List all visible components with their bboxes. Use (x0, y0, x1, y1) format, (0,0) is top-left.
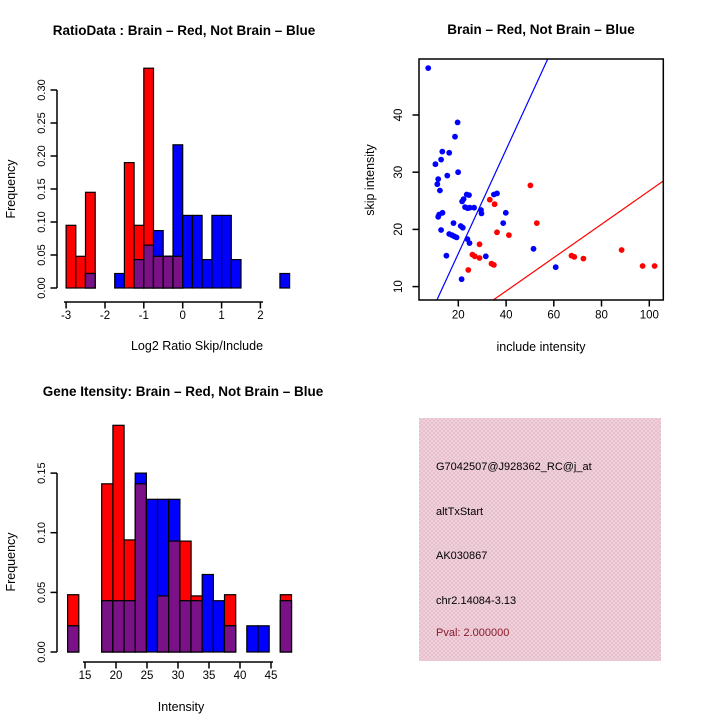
y-tick-label: 0.15 (36, 178, 48, 200)
y-tick-label: 0.05 (36, 244, 48, 266)
scatter-point-blue (460, 225, 466, 231)
y-tick-label: 40 (393, 108, 405, 122)
x-tick-label: 30 (171, 670, 185, 682)
scatter-point-blue (454, 235, 460, 241)
ratio-hist-title: RatioData : Brain – Red, Not Brain – Blue (52, 23, 316, 38)
scatter-point-red (528, 183, 534, 189)
scatter-point-blue (425, 65, 431, 71)
hist-bar-blue (146, 499, 157, 652)
x-tick-label: -1 (138, 310, 149, 322)
red-diagonal-line (493, 181, 664, 300)
hist-bar-blue (212, 215, 222, 288)
y-tick-label: 0.10 (36, 211, 48, 233)
scatter-point-red (477, 255, 483, 261)
hist-bar-overlap (191, 601, 202, 652)
y-tick-label: 0.25 (36, 112, 48, 134)
scatter-point-red (492, 201, 498, 207)
scatter-point-red (487, 197, 493, 203)
hist-bar-blue (202, 575, 213, 653)
scatter-point-blue (531, 246, 537, 252)
scatter-point-red (652, 263, 658, 269)
gene-histogram-bars (68, 425, 292, 652)
scatter-point-blue (494, 191, 500, 197)
scatter-point-blue (444, 173, 450, 179)
hist-bar-overlap (154, 256, 164, 288)
y-tick-label: 0.00 (36, 641, 48, 663)
scatter-point-blue (446, 150, 452, 156)
gene-histogram-panel (4, 384, 324, 714)
hist-bar-overlap (173, 256, 183, 288)
scatter-point-red (619, 247, 625, 253)
scatter-point-red (465, 267, 471, 273)
x-tick-label: 35 (202, 670, 216, 682)
scatter-point-red (571, 254, 577, 260)
hist-bar-blue (258, 626, 269, 652)
hist-bar-blue (202, 260, 212, 288)
scatter-point-blue (435, 176, 441, 182)
x-tick-label: 40 (499, 309, 513, 322)
y-tick-label: 10 (393, 280, 405, 293)
scatter-point-blue (467, 240, 473, 246)
y-tick-label: 0.10 (36, 521, 48, 544)
hist-bar-blue (280, 274, 290, 289)
ratio-histogram-panel (4, 23, 316, 353)
y-tick-label: 0.30 (36, 79, 48, 101)
scatter-point-blue (433, 161, 439, 167)
scatter-point-red (491, 262, 497, 268)
event-type-text: altTxStart (436, 506, 484, 518)
probe-id-text: G7042507@J928362_RC@j_at (436, 461, 592, 473)
scatter-point-blue (455, 120, 461, 126)
x-tick-label: 15 (78, 670, 92, 682)
scatter-xlabel: include intensity (496, 340, 586, 354)
x-tick-label: 40 (233, 670, 247, 682)
scatter-point-blue (455, 169, 461, 175)
scatter-point-blue (452, 134, 458, 140)
scatter-point-blue (438, 157, 444, 163)
hist-bar-overlap (169, 541, 180, 652)
scatter-title: Brain – Red, Not Brain – Blue (447, 22, 635, 37)
hist-bar-blue (115, 274, 125, 289)
x-tick-label: -2 (99, 310, 111, 322)
x-tick-label: 45 (264, 670, 278, 682)
hist-bar-overlap (113, 601, 124, 652)
hist-bar-overlap (86, 274, 96, 289)
x-tick-label: 60 (547, 309, 561, 322)
hist-bar-blue (183, 215, 193, 288)
x-tick-label: 20 (451, 309, 465, 322)
scatter-point-blue (483, 253, 489, 259)
hist-bar-red (66, 225, 76, 288)
y-tick-label: 20 (393, 223, 405, 236)
x-tick-label: 20 (109, 670, 123, 682)
x-tick-label: 1 (218, 310, 225, 322)
hist-bar-blue (247, 626, 258, 652)
hist-bar-overlap (124, 601, 135, 652)
scatter-panel (363, 22, 664, 354)
scatter-point-blue (466, 192, 472, 198)
y-tick-label: 0.05 (36, 581, 48, 604)
scatter-point-blue (471, 205, 477, 211)
hist-bar-overlap (102, 601, 113, 652)
gene-hist-ylabel: Frequency (4, 532, 18, 592)
x-tick-label: -3 (60, 310, 72, 322)
x-tick-label: 25 (140, 670, 154, 682)
hist-bar-blue (213, 601, 224, 652)
scatter-point-blue (434, 181, 440, 187)
info-box (419, 418, 661, 661)
hist-bar-overlap (225, 626, 236, 652)
scatter-point-blue (439, 149, 445, 155)
pval-text: Pval: 2.000000 (436, 627, 510, 639)
scatter-point-blue (459, 276, 465, 282)
y-tick-label: 0.15 (36, 462, 48, 484)
scatter-ylabel: skip intensity (363, 144, 377, 216)
scatter-point-blue (459, 199, 465, 205)
scatter-point-blue (438, 227, 444, 233)
hist-bar-overlap (163, 256, 173, 288)
scatter-point-red (581, 256, 587, 262)
hist-bar-overlap (180, 601, 191, 652)
y-tick-label: 0.00 (36, 277, 48, 299)
x-tick-label: 0 (179, 310, 186, 322)
scatter-point-blue (553, 264, 559, 270)
scatter-point-blue (503, 210, 509, 216)
scatter-point-blue (444, 253, 450, 259)
hist-bar-red (76, 256, 86, 288)
locus-text: chr2.14084-3.13 (436, 595, 517, 607)
scatter-point-blue (437, 188, 443, 194)
hist-bar-blue (231, 260, 241, 288)
hist-bar-red (124, 163, 134, 288)
scatter-point-blue (435, 214, 441, 220)
scatter-point-blue (479, 211, 485, 217)
scatter-point-red (477, 241, 483, 247)
scatter-point-red (640, 263, 646, 269)
scatter-point-red (494, 229, 500, 235)
scatter-point-red (506, 232, 512, 238)
hist-bar-overlap (158, 596, 169, 652)
ratio-histogram-bars (66, 68, 290, 288)
x-tick-label: 100 (639, 309, 659, 322)
ratio-hist-xlabel: Log2 Ratio Skip/Include (130, 339, 264, 353)
hist-bar-overlap (68, 626, 79, 652)
gene-hist-title: Gene Itensity: Brain – Red, Not Brain – Blue (42, 384, 324, 399)
y-tick-label: 0.20 (36, 145, 48, 167)
hist-bar-overlap (280, 601, 291, 652)
x-tick-label: 80 (595, 309, 608, 322)
scatter-point-blue (465, 205, 471, 211)
hist-bar-overlap (144, 245, 154, 288)
scatter-point-blue (500, 220, 506, 226)
ratio-hist-ylabel: Frequency (4, 159, 18, 219)
scatter-content (393, 59, 664, 322)
scatter-point-blue (440, 210, 446, 216)
hist-bar-overlap (134, 260, 144, 288)
plot-box (419, 59, 663, 300)
x-tick-label: 2 (257, 310, 264, 322)
hist-bar-blue (192, 215, 202, 288)
scatter-point-red (534, 220, 540, 226)
y-tick-label: 30 (393, 165, 405, 179)
hist-bar-blue (222, 215, 232, 288)
hist-bar-overlap (135, 484, 146, 652)
accession-text: AK030867 (436, 550, 488, 562)
scatter-point-blue (451, 220, 457, 226)
gene-hist-xlabel: Intensity (157, 700, 205, 714)
